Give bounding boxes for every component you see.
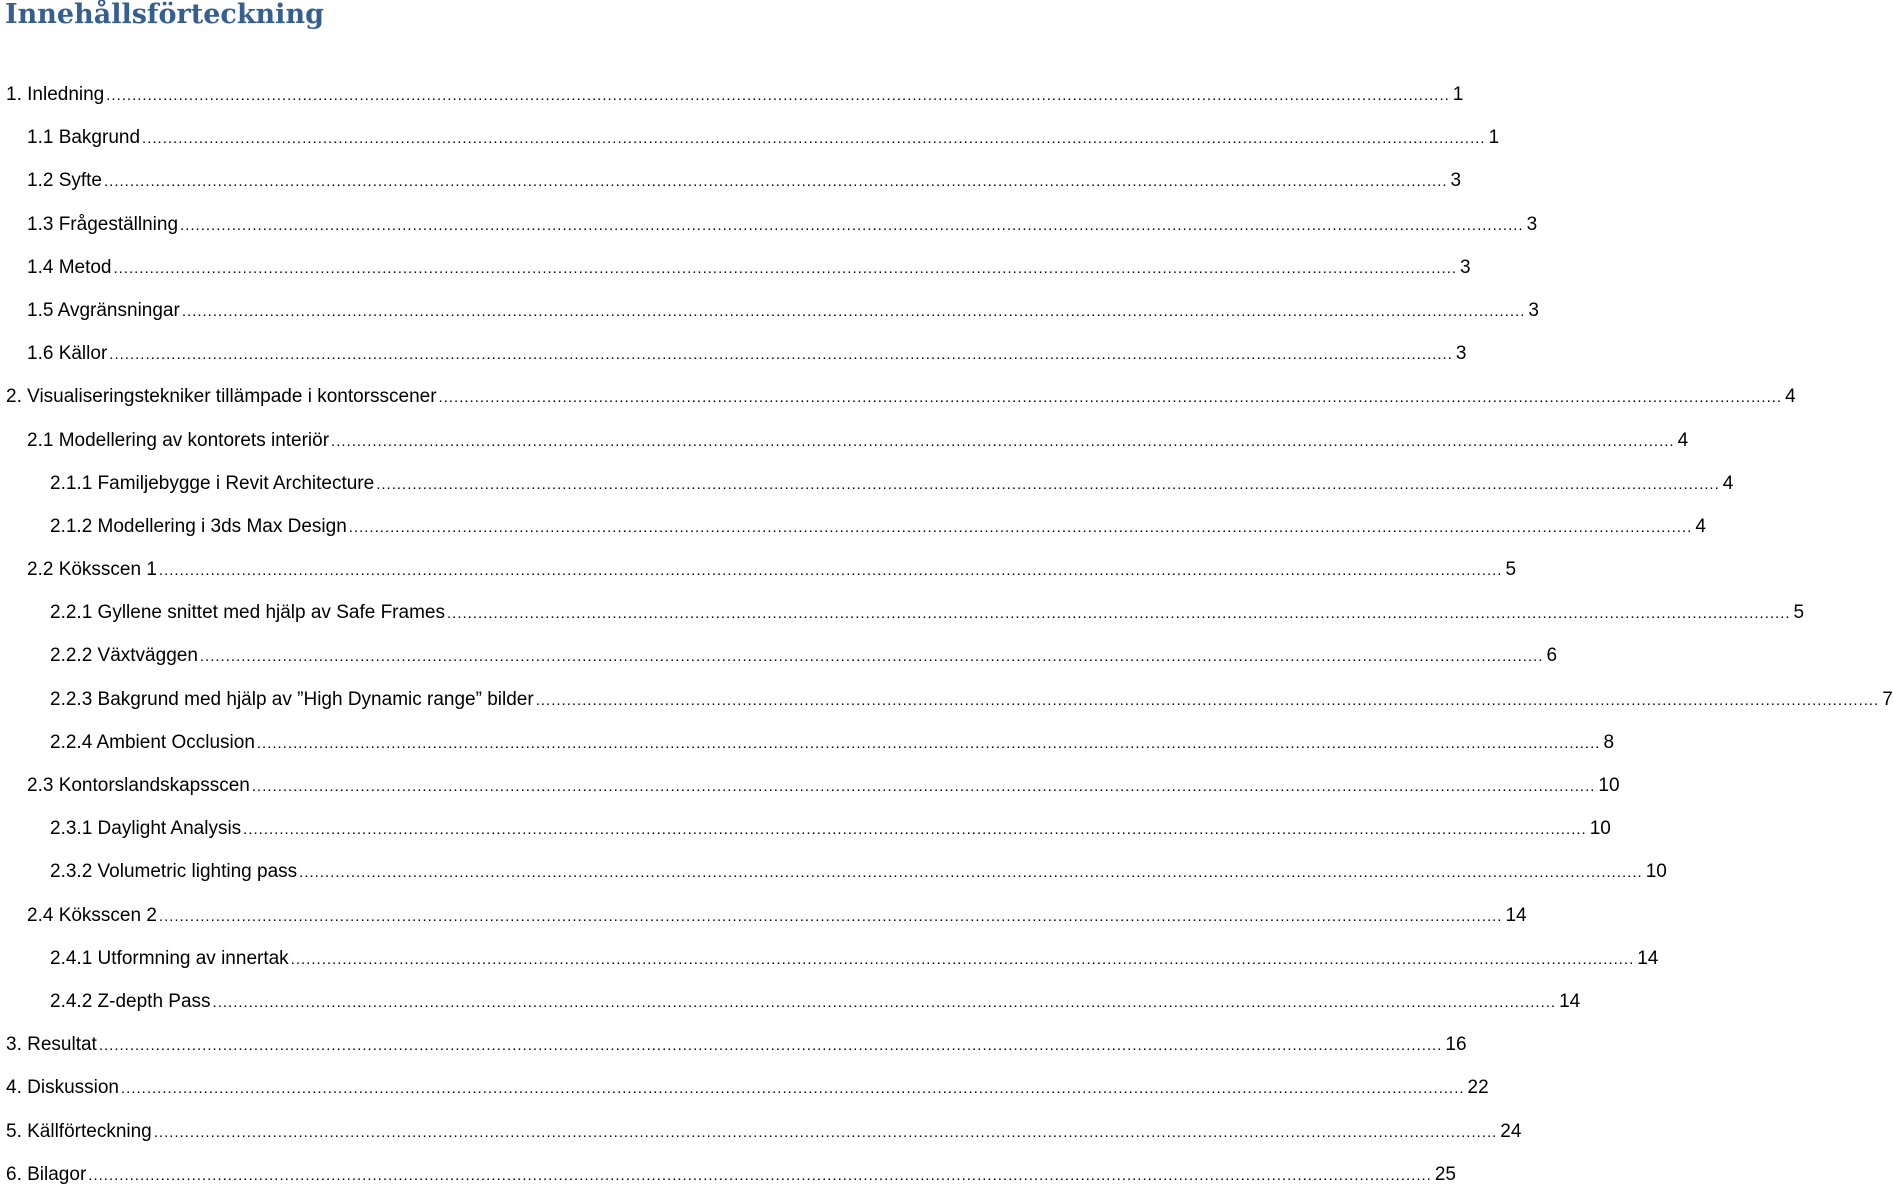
toc-entry-row[interactable]	[50, 470, 1734, 498]
toc-entry-label[interactable]: 1.4 Metod	[27, 256, 112, 278]
toc-entry-page-number[interactable]: 3	[1528, 299, 1539, 321]
toc-entry-label[interactable]: 2.3.1 Daylight Analysis	[50, 818, 242, 840]
toc-entry[interactable]	[0, 1029, 1467, 1072]
toc-entry-label[interactable]: 1.3 Frågeställning	[27, 213, 179, 235]
toc-entry[interactable]	[0, 1116, 1522, 1159]
toc-entry[interactable]	[0, 727, 1615, 770]
toc-entry[interactable]	[0, 425, 1689, 468]
dot-leader: ....................................................................................................................................................................................................................................................................	[98, 1037, 1443, 1055]
dot-leader: ....................................................................................................................................................................................................................................................................	[348, 518, 1693, 536]
toc-entry-row[interactable]	[27, 297, 1539, 325]
toc-entry-page-number[interactable]: 10	[1598, 775, 1620, 796]
dot-leader: ....................................................................................................................................................................................................................................................................	[251, 778, 1596, 795]
toc-entry-page-number[interactable]: 4	[1677, 429, 1689, 451]
toc-entry[interactable]	[0, 79, 1464, 122]
toc-entry-label[interactable]: 6. Bilagor	[6, 1163, 87, 1185]
toc-entry-label[interactable]: 2.2.3 Bakgrund med hjälp av ”High Dynamic range” bilder	[50, 688, 534, 710]
dot-leader: ....................................................................................................................................................................................................................................................................	[158, 562, 1503, 580]
toc-entry[interactable]	[0, 813, 1611, 856]
toc-entry-label[interactable]: 1.2 Syfte	[27, 170, 102, 192]
toc-entry[interactable]	[0, 468, 1734, 511]
toc-entry[interactable]	[0, 856, 1667, 899]
toc-entry-page-number[interactable]: 24	[1500, 1120, 1522, 1142]
dot-leader: ....................................................................................................................................................................................................................................................................	[109, 346, 1453, 364]
dot-leader: ....................................................................................................................................................................................................................................................................	[158, 907, 1503, 925]
dot-leader: ....................................................................................................................................................................................................................................................................	[535, 691, 1880, 709]
toc-title: Innehållsförteckning	[5, 0, 324, 30]
toc-entry-row[interactable]	[6, 1161, 1456, 1189]
toc-entry[interactable]	[0, 338, 1467, 381]
toc-entry-row[interactable]	[50, 599, 1805, 627]
dot-leader: ....................................................................................................................................................................................................................................................................	[142, 130, 1486, 148]
toc-entry-page-number[interactable]: 6	[1546, 645, 1558, 667]
toc-entry-label[interactable]: 1. Inledning	[6, 84, 105, 105]
toc-entry-row[interactable]	[6, 1074, 1489, 1102]
toc-entry-label[interactable]: 2. Visualiseringstekniker tillämpade i kontorsscener	[6, 386, 437, 408]
toc-entry-page-number[interactable]: 25	[1434, 1163, 1456, 1185]
dot-leader: ....................................................................................................................................................................................................................................................................	[104, 173, 1448, 191]
toc-entry-row[interactable]	[50, 815, 1611, 843]
toc-entry[interactable]	[0, 770, 1620, 813]
toc-entry-row[interactable]	[27, 556, 1517, 584]
toc-entry-page-number[interactable]: 16	[1445, 1034, 1467, 1056]
toc-entry-label[interactable]: 1.5 Avgränsningar	[27, 299, 180, 321]
toc-entry-page-number[interactable]: 4	[1785, 386, 1796, 408]
toc-entry-page-number[interactable]: 1	[1452, 84, 1464, 105]
toc-entry-label[interactable]: 5. Källförteckning	[6, 1120, 152, 1142]
dot-leader: ....................................................................................................................................................................................................................................................................	[256, 734, 1601, 752]
toc-entry-label[interactable]: 2.2.2 Växtväggen	[50, 645, 198, 667]
toc-entry-page-number[interactable]: 1	[1488, 127, 1500, 149]
toc-entry-label[interactable]: 2.2.1 Gyllene snittet med hjälp av Safe Frames	[50, 602, 445, 624]
toc-entry-row[interactable]	[50, 686, 1893, 714]
toc-entry-label[interactable]: 1.6 Källor	[27, 343, 108, 365]
toc-entry[interactable]	[0, 1072, 1489, 1115]
toc-entry-page-number[interactable]: 3	[1450, 170, 1462, 192]
toc-entry-page-number[interactable]: 3	[1526, 213, 1538, 235]
toc-entry-row[interactable]	[6, 383, 1796, 411]
toc-entry-label[interactable]: 2.3 Kontorslandskapsscen	[27, 775, 250, 796]
toc-entry[interactable]	[0, 554, 1517, 597]
dot-leader: ....................................................................................................................................................................................................................................................................	[113, 259, 1458, 277]
toc-entry-page-number[interactable]: 14	[1637, 947, 1659, 969]
toc-entry-label[interactable]: 2.4 Köksscen 2	[27, 904, 157, 926]
toc-entry-row[interactable]	[27, 254, 1471, 282]
toc-entry-page-number[interactable]: 14	[1559, 990, 1581, 1012]
toc-entry[interactable]	[0, 597, 1805, 640]
toc-entry-page-number[interactable]: 10	[1589, 818, 1611, 840]
dot-leader: ....................................................................................................................................................................................................................................................................	[199, 648, 1544, 666]
toc-entry-label[interactable]: 2.4.1 Utformning av innertak	[50, 947, 289, 969]
toc-entry[interactable]	[0, 381, 1796, 424]
toc-entry-label[interactable]: 2.2.4 Ambient Occlusion	[50, 731, 255, 753]
toc-entry[interactable]	[0, 640, 1558, 683]
toc-entry-label[interactable]: 2.1 Modellering av kontorets interiör	[27, 429, 330, 451]
dot-leader: ....................................................................................................................................................................................................................................................................	[446, 605, 1791, 623]
toc-entry-label[interactable]: 4. Diskussion	[6, 1077, 119, 1099]
dot-leader: ....................................................................................................................................................................................................................................................................	[180, 216, 1524, 234]
toc-entry[interactable]	[0, 295, 1539, 338]
toc-entry[interactable]	[0, 943, 1659, 986]
toc-entry-row[interactable]	[27, 167, 1462, 195]
toc-entry-row[interactable]	[27, 124, 1500, 152]
toc-entry-row[interactable]	[50, 513, 1706, 541]
toc-entry[interactable]	[0, 122, 1500, 165]
toc-entry-page-number[interactable]: 5	[1505, 559, 1517, 581]
toc-entry-row[interactable]	[50, 988, 1581, 1016]
toc-entry-row[interactable]	[6, 1031, 1467, 1059]
toc-entry[interactable]	[0, 252, 1471, 295]
toc-entry-label[interactable]: 2.3.2 Volumetric lighting pass	[50, 861, 298, 883]
toc-entry-row[interactable]	[50, 945, 1659, 973]
toc-entry-label[interactable]: 3. Resultat	[6, 1034, 97, 1056]
toc-entry-label[interactable]: 2.4.2 Z-depth Pass	[50, 990, 211, 1012]
dot-leader: ....................................................................................................................................................................................................................................................................	[243, 821, 1587, 839]
toc-entry-row[interactable]	[27, 902, 1527, 930]
toc-entry[interactable]	[0, 986, 1581, 1029]
toc-entry-row[interactable]	[50, 858, 1667, 886]
dot-leader: ....................................................................................................................................................................................................................................................................	[438, 389, 1783, 407]
toc-entry-page-number[interactable]: 7	[1882, 688, 1893, 710]
toc-entry[interactable]	[0, 684, 1893, 727]
dot-leader: ....................................................................................................................................................................................................................................................................	[299, 864, 1643, 882]
toc-entry[interactable]	[0, 209, 1538, 252]
toc-entry-row[interactable]	[27, 772, 1620, 800]
toc-entry-row[interactable]	[6, 81, 1464, 109]
toc-entry[interactable]	[0, 511, 1706, 554]
toc-entry-page-number[interactable]: 14	[1505, 904, 1527, 926]
toc-entry-page-number[interactable]: 22	[1467, 1077, 1489, 1099]
toc-entry-label[interactable]: 1.1 Bakgrund	[27, 127, 141, 149]
toc-entry-row[interactable]	[27, 427, 1689, 455]
toc-entry-page-number[interactable]: 8	[1603, 731, 1615, 753]
toc-entry-page-number[interactable]: 4	[1695, 515, 1706, 537]
toc-entry-page-number[interactable]: 10	[1645, 861, 1667, 883]
toc-entry-row[interactable]	[27, 211, 1538, 239]
dot-leader: ....................................................................................................................................................................................................................................................................	[106, 87, 1450, 104]
dot-leader: ....................................................................................................................................................................................................................................................................	[331, 432, 1675, 450]
toc-entry-row[interactable]	[50, 642, 1558, 670]
toc-entry-page-number[interactable]: 5	[1793, 602, 1805, 624]
toc-list	[0, 79, 1893, 1202]
dot-leader: ....................................................................................................................................................................................................................................................................	[181, 302, 1526, 320]
toc-entry[interactable]	[0, 165, 1462, 208]
toc-entry[interactable]	[0, 900, 1527, 943]
toc-entry-label[interactable]: 2.2 Köksscen 1	[27, 559, 157, 581]
toc-entry-row[interactable]	[50, 729, 1615, 757]
toc-entry-row[interactable]	[27, 340, 1467, 368]
toc-entry-row[interactable]	[6, 1118, 1522, 1146]
dot-leader: ....................................................................................................................................................................................................................................................................	[121, 1080, 1465, 1098]
toc-entry-page-number[interactable]: 4	[1722, 472, 1734, 494]
toc-entry-page-number[interactable]: 3	[1460, 256, 1471, 278]
dot-leader: ....................................................................................................................................................................................................................................................................	[88, 1166, 1432, 1184]
toc-entry-label[interactable]: 2.1.2 Modellering i 3ds Max Design	[50, 515, 347, 537]
dot-leader: ....................................................................................................................................................................................................................................................................	[212, 993, 1557, 1011]
toc-entry[interactable]	[0, 1159, 1456, 1202]
toc-entry-label[interactable]: 2.1.1 Familjebygge i Revit Architecture	[50, 472, 375, 494]
dot-leader: ....................................................................................................................................................................................................................................................................	[376, 475, 1720, 493]
dot-leader: ....................................................................................................................................................................................................................................................................	[153, 1123, 1498, 1141]
dot-leader: ....................................................................................................................................................................................................................................................................	[290, 950, 1635, 968]
toc-entry-page-number[interactable]: 3	[1455, 343, 1467, 365]
